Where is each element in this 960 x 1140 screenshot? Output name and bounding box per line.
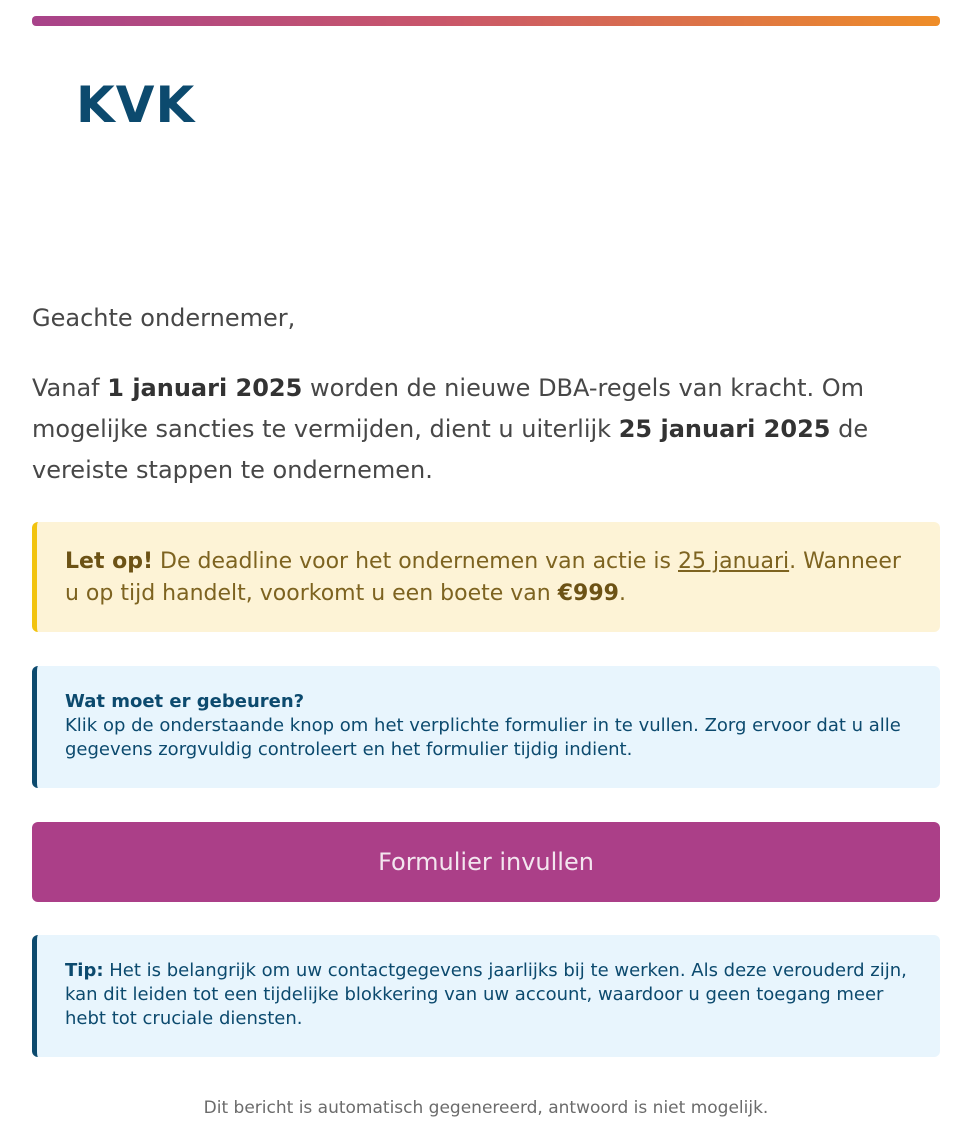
tip-label: Tip: — [65, 960, 104, 981]
info-body: Klik op de onderstaande knop om het verplichte formulier in te vullen. Zorg ervoor dat u alle gegevens zorgvuldig controleert en het formulier tijdig indient. — [65, 715, 901, 760]
kvk-logo: KVK — [76, 76, 196, 134]
info-box — [32, 666, 940, 788]
alert-text-3: . — [618, 581, 626, 606]
warning-alert — [32, 522, 940, 632]
alert-label: Let op! — [65, 549, 154, 574]
deadline-date: 25 januari 2025 — [618, 415, 831, 443]
footer-note: Dit bericht is automatisch gegenereerd, antwoord is niet mogelijk. — [203, 1098, 769, 1118]
alert-text-1: De deadline voor het ondernemen van actie is — [153, 549, 678, 574]
intro-paragraph — [32, 368, 932, 491]
intro-text-3: de vereiste stappen te ondernemen. — [32, 415, 869, 484]
start-date: 1 januari 2025 — [107, 374, 303, 402]
gradient-top-bar — [32, 16, 940, 26]
info-title: Wat moet er gebeuren? — [65, 691, 305, 712]
alert-deadline: 25 januari — [678, 549, 790, 574]
greeting: Geachte ondernemer, — [32, 304, 296, 332]
fill-form-button[interactable]: Formulier invullen — [32, 822, 940, 902]
alert-text-2: . Wanneer u op tijd handelt, voorkomt u een boete van — [65, 549, 901, 606]
alert-fine: €999 — [557, 581, 619, 606]
tip-box — [32, 935, 940, 1057]
intro-text-2: worden de nieuwe DBA-regels van kracht. Om mogelijke sancties te vermijden, dient u uiterlijk — [32, 374, 865, 443]
tip-body: Het is belangrijk om uw contactgegevens jaarlijks bij te werken. Als deze verouderd zijn, kan dit leiden tot een tijdelijke blokkering van uw account, waardoor u geen toegang meer hebt tot cruciale diensten. — [65, 960, 907, 1029]
intro-text-1: Vanaf — [32, 374, 108, 402]
